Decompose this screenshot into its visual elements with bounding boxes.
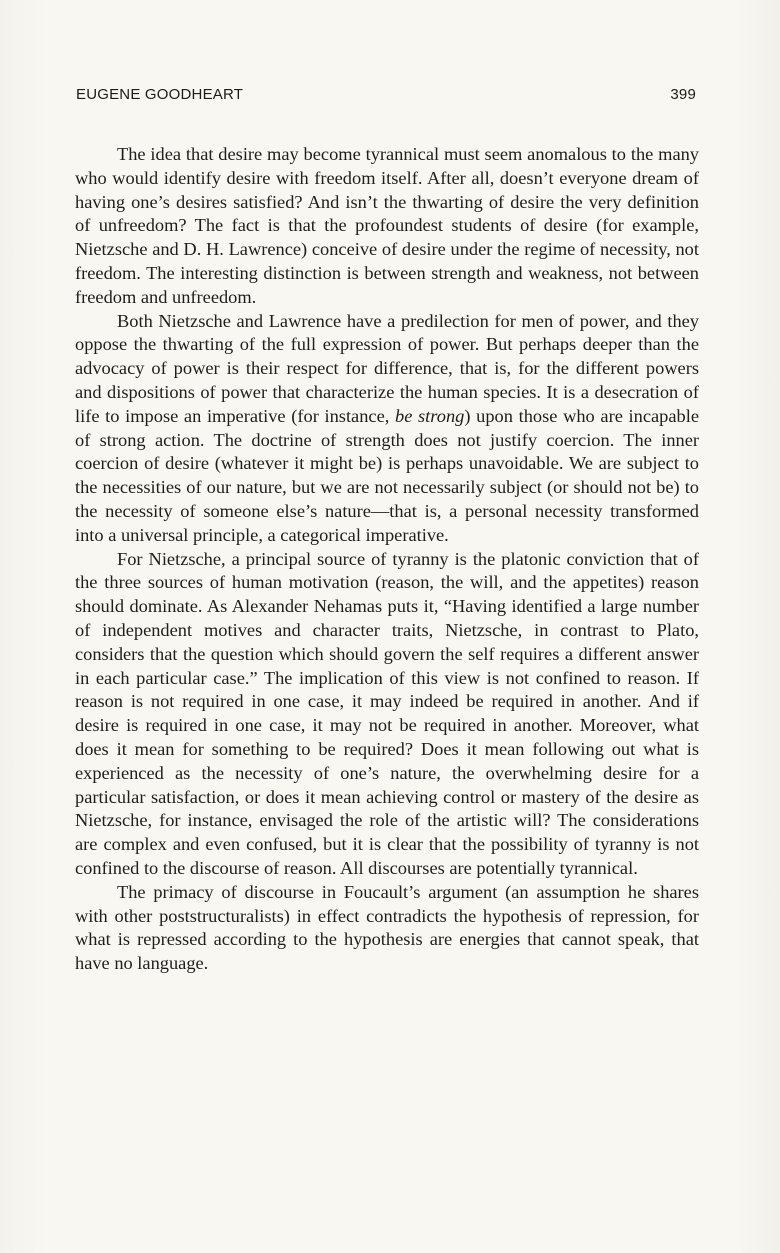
paragraph-2-text-a: Both Nietzsche and Lawrence have a predilection for men of power, and they oppose the thwarting of the full expression of power. But perhaps deeper than the advocacy of power is their respect for difference, that is, for the different powers and dispositions of power that characterize the human species. It is a desecration of life to impose an imperative (for instance, (75, 310, 699, 426)
paragraph-3 (75, 548, 699, 881)
paragraph-4 (75, 881, 699, 976)
page-number: 399 (670, 86, 696, 103)
body-text (75, 143, 699, 976)
paragraph-1-text: The idea that desire may become tyrannical must seem anomalous to the many who would identify desire with freedom itself. After all, doesn’t everyone dream of having one’s desires satisfied? And isn’t the thwarting of desire the very definition of unfreedom? The fact is that the profoundest students of desire (for example, Nietzsche and D. H. Lawrence) conceive of desire under the regime of necessity, not freedom. The interesting distinction is between strength and weakness, not between freedom and unfreedom. (75, 144, 699, 307)
paragraph-2-text-b: ) upon those who are incapable of strong action. The doctrine of strength does not justify coercion. The inner coercion of desire (whatever it might be) is perhaps unavoidable. We are subject to the necessities of our nature, but we are not necessarily subject (or should not be) to the necessity of someone else’s nature—that is, a personal necessity transformed into a universal principle, a categorical imperative. (75, 405, 699, 545)
paragraph-3-text: For Nietzsche, a principal source of tyranny is the platonic conviction that of the three sources of human motivation (reason, the will, and the appetites) reason should dominate. As Alexander Nehamas puts it, “Having identified a large number of independent motives and character traits, Nietzsche, in contrast to Plato, considers that the question which should govern the self requires a different answer in each particular case.” The implication of this view is not confined to reason. If reason is not required in one case, it may indeed be required in another. And if desire is required in one case, it may not be required in another. Moreover, what does it mean for something to be required? Does it mean following out what is experienced as the necessity of one’s nature, the overwhelming desire for a particular satisfaction, or does it mean achieving control or mastery of the desire as Nietzsche, for instance, envisaged the role of the artistic will? The considerations are complex and even confused, but it is clear that the possibility of tyranny is not confined to the discourse of reason. All discourses are potentially tyrannical. (75, 548, 699, 878)
running-head-author: EUGENE GOODHEART (76, 86, 244, 103)
paragraph-2 (75, 310, 699, 548)
paragraph-4-text: The primacy of discourse in Foucault’s argument (an assumption he shares with other poststructuralists) in effect contradicts the hypothesis of repression, for what is repressed according to the hypothesis are energies that cannot speak, that have no language. (75, 881, 699, 974)
italic-phrase: be strong (395, 405, 465, 426)
running-head (76, 86, 696, 108)
paragraph-1 (75, 143, 699, 310)
